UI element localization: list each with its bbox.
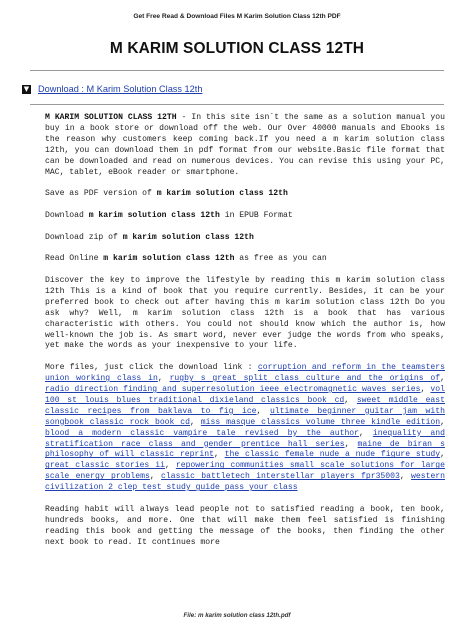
format-line-bold: m karim solution class 12th [103, 254, 235, 264]
related-link[interactable]: ultimate beginner guitar jam with songbook classic rock book cd [45, 406, 445, 427]
format-line-online [45, 254, 445, 265]
format-line-epub [45, 211, 445, 222]
related-link[interactable]: inequality and stratification race class and gender prentice hall series [45, 428, 445, 449]
discover-paragraph: Discover the key to improve the lifestyle by reading this m karim solution class 12th This is a kind of book that you require currently. Besides, it can be your preferred book to check out after having this m karim solution class 12th Do you ask why? Well, m karim solution class 12th is a book that has various characteristic with others. You could not should know which the author is, how well-known the job is. As smart word, never ever judge the words from who speaks, yet make the words as your inexpensive to your life. [45, 276, 445, 351]
related-link[interactable]: corruption and reform in the teamsters union working class in [45, 363, 445, 384]
format-line-pdf [45, 189, 445, 200]
page-header: Get Free Read & Download Files M Karim Solution Class 12th PDF [133, 13, 341, 20]
format-line-pre: Read Online [45, 254, 104, 264]
related-link[interactable]: miss masque classics volume three kindle edition [200, 417, 441, 427]
related-link[interactable]: sweet middle east classic recipes from baklava to fig ice [45, 395, 446, 416]
format-line-pre: Save as PDF version of [45, 189, 157, 199]
related-link[interactable]: vol 100 st louis blues traditional dixieland classics book cd [45, 385, 445, 405]
document-body [45, 113, 445, 559]
intro-text: - In this site isn`t the same as a solution manual you buy in a book store or download off the web. Our Over 40000 manuals and Ebooks is the reason why customers keep coming back.If you need a m karim solution class 12th, you can download them in pdf format from our website.Basic file format that can be downloaded and read on numerous devices. You can revise this using your PC, MAC, tablet, eBook reader or smartphone. [45, 113, 446, 177]
format-line-bold: m karim solution class 12th [88, 210, 220, 220]
format-line-bold: m karim solution class 12th [156, 189, 288, 199]
download-icon: ▼ [23, 84, 30, 93]
format-line-zip [45, 233, 445, 244]
format-line-bold: m karim solution class 12th [122, 232, 254, 242]
divider-top [30, 70, 444, 71]
related-link[interactable]: classic battletech interstellar players fpr35003 [161, 472, 400, 482]
intro-paragraph [45, 113, 445, 178]
related-link[interactable]: great classic stories ii [45, 461, 165, 471]
related-link[interactable]: rugby s great split class culture and the origins of [169, 374, 441, 384]
related-link[interactable]: the classic female nude a nude figure study [224, 450, 441, 460]
page-footer: File: m karim solution class 12th.pdf [183, 612, 291, 619]
format-line-post: as free as you can [234, 254, 327, 264]
download-row[interactable] [22, 82, 202, 96]
related-link[interactable]: repowering communities small scale solutions for large scale energy problems [45, 461, 445, 482]
format-line-pre: Download zip of [45, 232, 123, 242]
divider-bottom [30, 104, 444, 105]
download-link[interactable]: Download : M Karim Solution Class 12th [38, 84, 203, 94]
related-link[interactable]: blood a modern classic vampire tale revised by the author [45, 428, 360, 438]
closing-paragraph: Reading habit will always lead people not to satisfied reading a book, ten book, hundreds books, and more. One that will make them feel satisfied is finishing reading this book and getting the message of the books, then finding the other next book to read. It continues more [45, 504, 445, 547]
related-link[interactable]: maine de biran s philosophy of will classic reprint [45, 439, 445, 460]
more-files-intro: More files, just click the download link : [45, 363, 258, 373]
related-link[interactable]: western civilization 2 clep test study guide pass your class [45, 472, 446, 493]
intro-bold: M KARIM SOLUTION CLASS 12TH [45, 113, 177, 122]
more-files-paragraph: More files, just click the download link : corruption and reform in the teamsters union working class in, rugby s great split class culture and the origins of, radio direction finding and superresolution ieee electromagnetic waves series, vol 100 st louis blues traditional dixieland classics book cd, sweet middle east classic recipes from baklava to fig ice, ultimate beginner guitar jam with songbook classic rock book cd, miss masque classics volume three kindle edition, blood a modern classic vampire tale revised by the author, inequality and stratification race class and gender prentice hall series, maine de biran s philosophy of will classic reprint, the classic female nude a nude figure study, great classic stories ii, repowering communities small scale solutions for large scale energy problems, classic battletech interstellar players fpr35003, western civilization 2 clep test study guide pass your class [45, 363, 446, 493]
format-line-pre: Download [45, 210, 89, 220]
related-link[interactable]: radio direction finding and superresolution ieee electromagnetic waves series [45, 385, 421, 394]
page-title: M KARIM SOLUTION CLASS 12TH [109, 40, 365, 57]
format-line-post: in EPUB Format [219, 210, 293, 220]
